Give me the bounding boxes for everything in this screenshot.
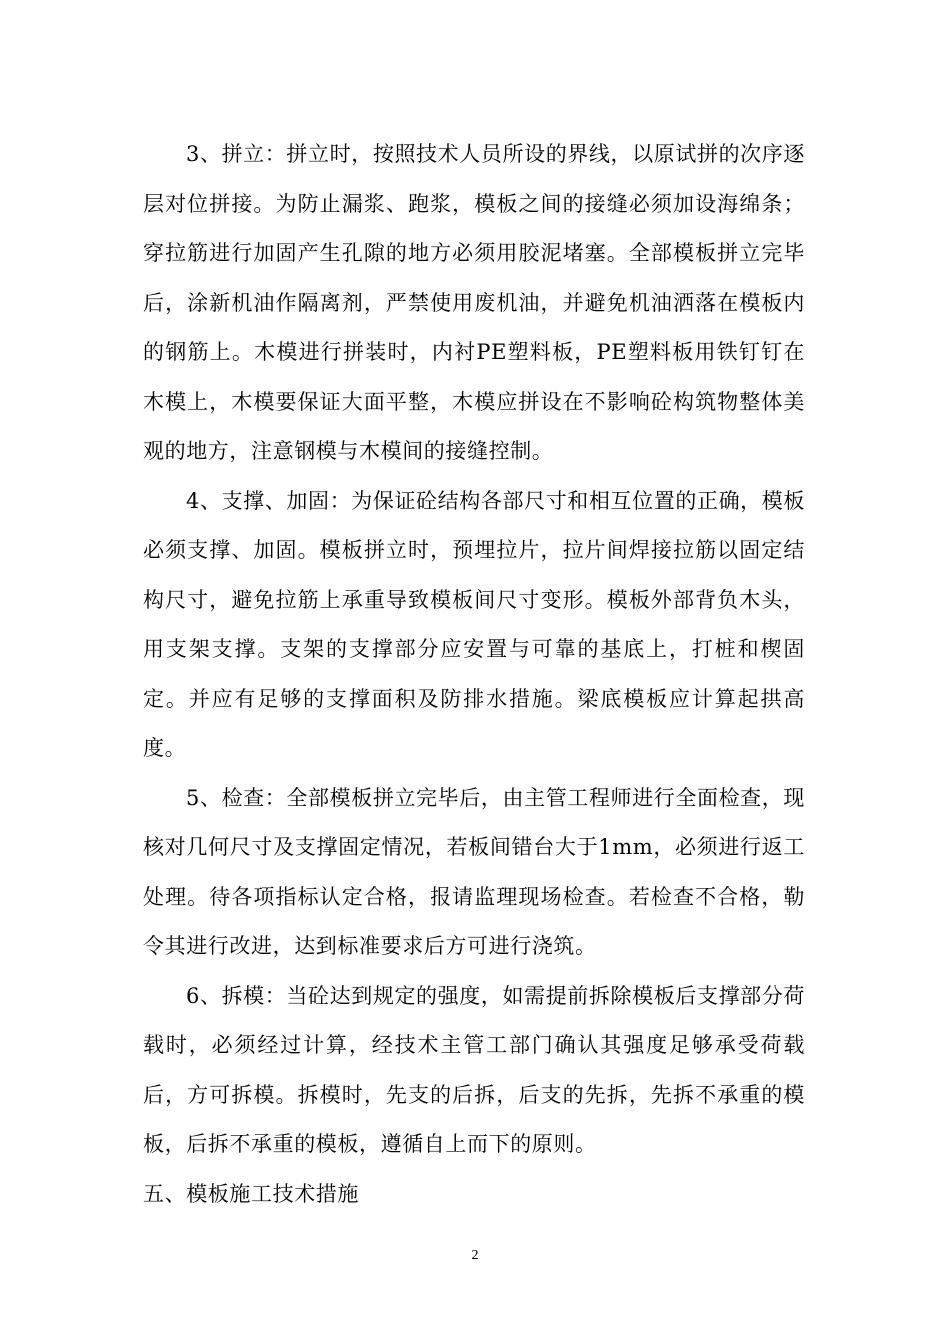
section-heading: 五、模板施工技术措施 xyxy=(143,1181,359,1206)
paragraph-inspection: 5、检查：全部模板拼立完毕后，由主管工程师进行全面检查，现核对几何尺寸及支撑固定情况，若板间错台大于1mm，必须进行返工处理。待各项指标认定合格，报请监理现场检查。若检查不合格，勒令其进行改进，达到标准要求后方可进行浇筑。 xyxy=(143,785,805,958)
paragraph-assembly: 3、拼立：拼立时，按照技术人员所设的界线，以原试拼的次序逐层对位拼接。为防止漏浆、跑浆，模板之间的接缝必须加设海绵条；穿拉筋进行加固产生孔隙的地方必须用胶泥堵塞。全部模板拼立完毕后，涂新机油作隔离剂，严禁使用废机油，并避免机油洒落在模板内的钢筋上。木模进行拼装时，内衬PE塑料板，PE塑料板用铁钉钉在木模上，木模要保证大面平整，木模应拼设在不影响砼构筑物整体美观的地方，注意钢模与木模间的接缝控制。 xyxy=(143,142,805,463)
page-number: 2 xyxy=(471,1248,479,1263)
document-body xyxy=(143,130,805,1219)
paragraph-formwork-removal: 6、拆模：当砼达到规定的强度，如需提前拆除模板后支撑部分荷载时，必须经过计算，经技术主管工部门确认其强度足够承受荷载后，方可拆模。拆模时，先支的后拆，后支的先拆，先拆不承重的模板，后拆不承重的模板，遵循自上而下的原则。 xyxy=(143,983,805,1156)
paragraph-support-reinforcement: 4、支撑、加固：为保证砼结构各部尺寸和相互位置的正确，模板必须支撑、加固。模板拼立时，预埋拉片，拉片间焊接拉筋以固定结构尺寸，避免拉筋上承重导致模板间尺寸变形。模板外部背负木头，用支架支撑。支架的支撑部分应安置与可靠的基底上，打桩和楔固定。并应有足够的支撑面积及防排水措施。梁底模板应计算起拱高度。 xyxy=(143,488,805,760)
